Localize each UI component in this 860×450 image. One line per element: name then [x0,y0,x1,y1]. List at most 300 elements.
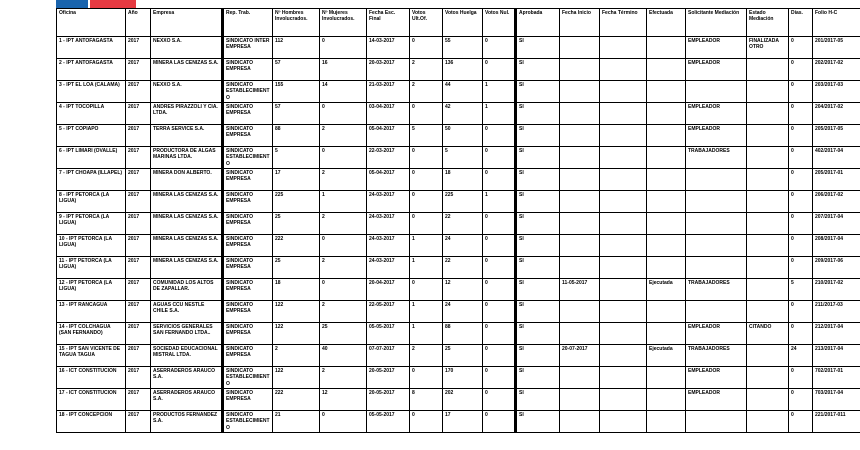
cell-rep_trab: SINDICATO ESTABLECIMIENTO [223,367,273,389]
cell-fecha_inicio [560,81,600,103]
report-table [56,8,860,433]
cell-votos_nul: 0 [483,367,516,389]
cell-oficina: 5 - IPT COPIAPO [57,125,126,147]
cell-mujeres: 0 [320,37,367,59]
cell-estado_mediacion [747,411,789,433]
cell-folio_hc: 210/2017-02 [813,279,860,301]
cell-oficina: 3 - IPT EL LOA (CALAMA) [57,81,126,103]
cell-estado_mediacion [747,103,789,125]
cell-fecha_inicio [560,147,600,169]
cell-oficina: 10 - IPT PETORCA (LA LIGUA) [57,235,126,257]
cell-efectuada [647,323,686,345]
cell-mujeres: 14 [320,81,367,103]
table-row [57,411,860,433]
cell-votos_ult_of: 1 [410,235,443,257]
table-row [57,345,860,367]
cell-votos_huelga: 50 [443,125,483,147]
cell-votos_ult_of: 0 [410,411,443,433]
cell-dias: 24 [789,345,813,367]
cell-folio_hc: 202/2017-02 [813,59,860,81]
cell-empresa: MINERA LAS CENIZAS S.A. [151,257,223,279]
cell-votos_nul: 0 [483,147,516,169]
cell-estado_mediacion [747,345,789,367]
cell-rep_trab: SINDICATO EMPRESA [223,103,273,125]
cell-efectuada [647,411,686,433]
cell-estado_mediacion [747,235,789,257]
column-header-folio_hc: Folio H-C [813,9,860,37]
cell-efectuada [647,147,686,169]
cell-fecha_inicio [560,257,600,279]
cell-ano: 2017 [126,169,151,191]
cell-efectuada [647,125,686,147]
cell-votos_ult_of: 8 [410,389,443,411]
cell-mujeres: 16 [320,59,367,81]
cell-votos_huelga: 225 [443,191,483,213]
cell-votos_ult_of: 0 [410,37,443,59]
cell-empresa: MINERA DON ALBERTO. [151,169,223,191]
cell-votos_huelga: 55 [443,37,483,59]
cell-efectuada [647,169,686,191]
cell-aprobada: SI [516,323,560,345]
cell-empresa: MINERA LAS CENIZAS S.A. [151,191,223,213]
cell-oficina: 17 - ICT CONSTITUCION [57,389,126,411]
column-header-oficina: Oficina [57,9,126,37]
column-header-efectuada: Efectuada [647,9,686,37]
cell-aprobada: SI [516,169,560,191]
cell-solicitante_mediacion: TRABAJADORES [686,147,747,169]
cell-efectuada [647,301,686,323]
logo-red-flag-block [90,0,136,8]
cell-fecha_esc_final: 22-03-2017 [367,147,410,169]
cell-mujeres: 12 [320,389,367,411]
cell-hombres: 122 [273,323,320,345]
cell-hombres: 122 [273,367,320,389]
cell-dias: 0 [789,147,813,169]
cell-fecha_termino [600,103,647,125]
cell-fecha_inicio: 11-05-2017 [560,279,600,301]
cell-aprobada: SI [516,81,560,103]
cell-dias: 0 [789,81,813,103]
cell-fecha_termino [600,147,647,169]
cell-votos_huelga: 24 [443,301,483,323]
cell-rep_trab: SINDICATO EMPRESA [223,389,273,411]
cell-solicitante_mediacion: TRABAJADORES [686,345,747,367]
cell-oficina: 15 - IPT SAN VICENTE DE TAGUA TAGUA [57,345,126,367]
column-header-fecha_esc_final: Fecha Esc. Final [367,9,410,37]
cell-estado_mediacion [747,81,789,103]
cell-folio_hc: 213/2017-04 [813,345,860,367]
cell-empresa: MINERA LAS CENIZAS S.A. [151,59,223,81]
column-header-hombres: Nº Hombres Involucrados. [273,9,320,37]
table-row [57,323,860,345]
cell-dias: 0 [789,213,813,235]
cell-solicitante_mediacion: EMPLEADOR [686,323,747,345]
cell-hombres: 21 [273,411,320,433]
cell-fecha_inicio [560,367,600,389]
cell-ano: 2017 [126,389,151,411]
cell-efectuada: Ejecutada [647,279,686,301]
column-header-ano: Año [126,9,151,37]
cell-hombres: 5 [273,147,320,169]
cell-fecha_inicio [560,59,600,81]
cell-votos_huelga: 202 [443,389,483,411]
cell-solicitante_mediacion [686,191,747,213]
cell-hombres: 25 [273,257,320,279]
cell-votos_nul: 0 [483,125,516,147]
cell-fecha_inicio [560,125,600,147]
cell-votos_huelga: 88 [443,323,483,345]
column-header-fecha_inicio: Fecha Inicio [560,9,600,37]
cell-dias: 0 [789,389,813,411]
cell-hombres: 88 [273,125,320,147]
cell-fecha_termino [600,59,647,81]
cell-mujeres: 0 [320,103,367,125]
cell-votos_nul: 1 [483,81,516,103]
cell-votos_nul: 0 [483,279,516,301]
cell-fecha_esc_final: 24-03-2017 [367,235,410,257]
cell-solicitante_mediacion: EMPLEADOR [686,103,747,125]
cell-empresa: MINERA LAS CENIZAS S.A. [151,235,223,257]
cell-fecha_termino [600,213,647,235]
cell-oficina: 8 - IPT PETORCA (LA LIGUA) [57,191,126,213]
cell-ano: 2017 [126,37,151,59]
cell-mujeres: 0 [320,147,367,169]
cell-votos_huelga: 22 [443,213,483,235]
cell-dias: 0 [789,125,813,147]
cell-aprobada: SI [516,147,560,169]
cell-rep_trab: SINDICATO INTER EMPRESA [223,37,273,59]
cell-votos_ult_of: 0 [410,147,443,169]
header-row [57,9,860,37]
cell-oficina: 16 - ICT CONSTITUCION [57,367,126,389]
cell-votos_huelga: 44 [443,81,483,103]
cell-solicitante_mediacion [686,213,747,235]
cell-solicitante_mediacion: EMPLEADOR [686,59,747,81]
cell-dias: 0 [789,301,813,323]
cell-votos_huelga: 25 [443,345,483,367]
cell-votos_ult_of: 1 [410,301,443,323]
cell-rep_trab: SINDICATO ESTABLECIMIENTO [223,147,273,169]
cell-oficina: 1 - IPT ANTOFAGASTA [57,37,126,59]
table-row [57,367,860,389]
cell-aprobada: SI [516,125,560,147]
cell-solicitante_mediacion [686,235,747,257]
cell-mujeres: 2 [320,125,367,147]
cell-folio_hc: 206/2017-02 [813,191,860,213]
cell-ano: 2017 [126,59,151,81]
cell-votos_ult_of: 2 [410,59,443,81]
cell-votos_nul: 0 [483,301,516,323]
cell-ano: 2017 [126,213,151,235]
cell-oficina: 9 - IPT PETORCA (LA LIGUA) [57,213,126,235]
cell-ano: 2017 [126,411,151,433]
table-row [57,37,860,59]
cell-votos_nul: 0 [483,389,516,411]
cell-dias: 0 [789,257,813,279]
cell-ano: 2017 [126,125,151,147]
cell-votos_nul: 1 [483,191,516,213]
cell-votos_ult_of: 0 [410,169,443,191]
cell-fecha_esc_final: 03-04-2017 [367,103,410,125]
cell-mujeres: 1 [320,191,367,213]
cell-folio_hc: 402/2017-04 [813,147,860,169]
cell-mujeres: 0 [320,235,367,257]
cell-votos_huelga: 42 [443,103,483,125]
column-header-aprobada: Aprobada [516,9,560,37]
cell-efectuada [647,81,686,103]
cell-dias: 0 [789,323,813,345]
column-header-rep_trab: Rep. Trab. [223,9,273,37]
table-row [57,169,860,191]
cell-rep_trab: SINDICATO EMPRESA [223,323,273,345]
cell-estado_mediacion [747,257,789,279]
cell-aprobada: SI [516,279,560,301]
cell-fecha_termino [600,257,647,279]
cell-estado_mediacion [747,191,789,213]
cell-aprobada: SI [516,213,560,235]
cell-ano: 2017 [126,367,151,389]
cell-aprobada: SI [516,235,560,257]
cell-votos_ult_of: 0 [410,103,443,125]
cell-fecha_termino [600,191,647,213]
cell-empresa: PRODUCTORA DE ALGAS MARINAS LTDA. [151,147,223,169]
table-row [57,389,860,411]
cell-hombres: 17 [273,169,320,191]
cell-efectuada [647,235,686,257]
table-row [57,147,860,169]
cell-fecha_esc_final: 24-03-2017 [367,191,410,213]
report-table-body [57,37,860,433]
cell-hombres: 112 [273,37,320,59]
cell-fecha_termino [600,367,647,389]
cell-fecha_esc_final: 24-03-2017 [367,213,410,235]
cell-fecha_termino [600,81,647,103]
cell-hombres: 222 [273,389,320,411]
cell-dias: 0 [789,191,813,213]
cell-solicitante_mediacion [686,411,747,433]
cell-aprobada: SI [516,59,560,81]
cell-votos_ult_of: 2 [410,345,443,367]
cell-ano: 2017 [126,257,151,279]
cell-empresa: ASERRADEROS ARAUCO S.A. [151,389,223,411]
cell-fecha_termino [600,279,647,301]
cell-votos_huelga: 24 [443,235,483,257]
cell-rep_trab: SINDICATO EMPRESA [223,301,273,323]
cell-votos_nul: 0 [483,169,516,191]
cell-votos_ult_of: 1 [410,323,443,345]
cell-empresa: ASERRADEROS ARAUCO S.A. [151,367,223,389]
cell-fecha_termino [600,125,647,147]
cell-aprobada: SI [516,301,560,323]
cell-votos_huelga: 22 [443,257,483,279]
table-row [57,213,860,235]
cell-rep_trab: SINDICATO EMPRESA [223,213,273,235]
cell-mujeres: 0 [320,411,367,433]
cell-folio_hc: 212/2017-04 [813,323,860,345]
cell-solicitante_mediacion [686,257,747,279]
cell-aprobada: SI [516,103,560,125]
cell-efectuada [647,257,686,279]
column-header-solicitante_mediacion: Solicitante Mediación [686,9,747,37]
cell-hombres: 18 [273,279,320,301]
cell-fecha_esc_final: 07-07-2017 [367,345,410,367]
cell-votos_nul: 0 [483,411,516,433]
cell-rep_trab: SINDICATO EMPRESA [223,279,273,301]
cell-estado_mediacion [747,147,789,169]
cell-folio_hc: 702/2017-01 [813,367,860,389]
cell-rep_trab: SINDICATO EMPRESA [223,59,273,81]
table-row [57,125,860,147]
cell-fecha_inicio [560,169,600,191]
cell-fecha_termino [600,169,647,191]
cell-dias: 0 [789,103,813,125]
cell-mujeres: 40 [320,345,367,367]
cell-empresa: AGUAS CCU NESTLE CHILE S.A. [151,301,223,323]
cell-folio_hc: 203/2017-03 [813,81,860,103]
cell-estado_mediacion [747,389,789,411]
cell-votos_nul: 0 [483,257,516,279]
cell-ano: 2017 [126,323,151,345]
cell-dias: 0 [789,169,813,191]
report-table-header [57,9,860,37]
cell-ano: 2017 [126,279,151,301]
cell-rep_trab: SINDICATO EMPRESA [223,257,273,279]
cell-fecha_inicio [560,301,600,323]
table-row [57,279,860,301]
cell-folio_hc: 205/2017-01 [813,169,860,191]
cell-dias: 0 [789,411,813,433]
cell-empresa: NEXXO S.A. [151,37,223,59]
cell-estado_mediacion: CITANDO [747,323,789,345]
cell-fecha_esc_final: 20-03-2017 [367,59,410,81]
cell-votos_nul: 0 [483,235,516,257]
cell-ano: 2017 [126,103,151,125]
cell-efectuada [647,213,686,235]
cell-hombres: 57 [273,59,320,81]
cell-solicitante_mediacion: EMPLEADOR [686,389,747,411]
cell-fecha_esc_final: 24-03-2017 [367,257,410,279]
cell-mujeres: 2 [320,213,367,235]
cell-fecha_esc_final: 20-05-2017 [367,389,410,411]
cell-oficina: 11 - IPT PETORCA (LA LIGUA) [57,257,126,279]
cell-fecha_inicio [560,323,600,345]
table-row [57,81,860,103]
cell-aprobada: SI [516,37,560,59]
cell-fecha_inicio [560,103,600,125]
table-row [57,301,860,323]
cell-votos_huelga: 170 [443,367,483,389]
logo-blue-flag-block [56,0,88,8]
cell-folio_hc: 205/2017-05 [813,125,860,147]
cell-hombres: 122 [273,301,320,323]
cell-votos_ult_of: 2 [410,81,443,103]
cell-fecha_inicio [560,411,600,433]
cell-oficina: 2 - IPT ANTOFAGASTA [57,59,126,81]
cell-empresa: PRODUCTOS FERNANDEZ S.A. [151,411,223,433]
cell-empresa: SOCIEDAD EDUCACIONAL MISTRAL LTDA. [151,345,223,367]
column-header-empresa: Empresa [151,9,223,37]
cell-rep_trab: SINDICATO EMPRESA [223,345,273,367]
cell-solicitante_mediacion: EMPLEADOR [686,37,747,59]
table-row [57,59,860,81]
cell-fecha_termino [600,389,647,411]
cell-efectuada [647,103,686,125]
cell-oficina: 6 - IPT LIMARI (OVALLE) [57,147,126,169]
cell-votos_ult_of: 0 [410,213,443,235]
cell-folio_hc: 204/2017-02 [813,103,860,125]
cell-rep_trab: SINDICATO ESTABLECIMIENTO [223,411,273,433]
cell-votos_ult_of: 1 [410,257,443,279]
cell-votos_nul: 0 [483,37,516,59]
column-header-mujeres: Nº Mujeres Involucrados. [320,9,367,37]
cell-empresa: TERRA SERVICE S.A. [151,125,223,147]
cell-fecha_termino [600,235,647,257]
table-row [57,103,860,125]
cell-oficina: 7 - IPT CHOAPA (ILLAPEL) [57,169,126,191]
column-header-votos_nul: Votos Nul. [483,9,516,37]
cell-hombres: 155 [273,81,320,103]
cell-aprobada: SI [516,411,560,433]
cell-estado_mediacion [747,169,789,191]
table-row [57,257,860,279]
cell-folio_hc: 211/2017-03 [813,301,860,323]
cell-solicitante_mediacion [686,81,747,103]
cell-estado_mediacion [747,279,789,301]
cell-votos_nul: 0 [483,345,516,367]
cell-fecha_termino [600,411,647,433]
cell-hombres: 25 [273,213,320,235]
cell-folio_hc: 209/2017-06 [813,257,860,279]
cell-efectuada [647,367,686,389]
cell-efectuada [647,191,686,213]
cell-votos_ult_of: 0 [410,279,443,301]
cell-mujeres: 2 [320,301,367,323]
cell-fecha_termino [600,37,647,59]
cell-votos_huelga: 5 [443,147,483,169]
cell-votos_ult_of: 0 [410,191,443,213]
cell-efectuada [647,59,686,81]
cell-solicitante_mediacion [686,301,747,323]
cell-hombres: 225 [273,191,320,213]
cell-efectuada [647,389,686,411]
cell-fecha_esc_final: 22-05-2017 [367,301,410,323]
cell-oficina: 18 - IPT CONCEPCION [57,411,126,433]
cell-ano: 2017 [126,191,151,213]
cell-fecha_inicio: 20-07-2017 [560,345,600,367]
cell-folio_hc: 703/2017-04 [813,389,860,411]
cell-fecha_esc_final: 05-04-2017 [367,169,410,191]
cell-empresa: MINERA LAS CENIZAS S.A. [151,213,223,235]
cell-dias: 0 [789,59,813,81]
cell-aprobada: SI [516,345,560,367]
cell-ano: 2017 [126,345,151,367]
cell-estado_mediacion [747,367,789,389]
column-header-votos_ult_of: Votos Ult.Of. [410,9,443,37]
cell-oficina: 13 - IPT RANCAGUA [57,301,126,323]
cell-efectuada: Ejecutada [647,345,686,367]
cell-mujeres: 2 [320,257,367,279]
cell-solicitante_mediacion: EMPLEADOR [686,367,747,389]
cell-fecha_termino [600,345,647,367]
cell-hombres: 2 [273,345,320,367]
cell-votos_ult_of: 5 [410,125,443,147]
cell-votos_huelga: 17 [443,411,483,433]
cell-votos_nul: 1 [483,103,516,125]
cell-ano: 2017 [126,301,151,323]
column-header-votos_huelga: Votos Huelga [443,9,483,37]
cell-fecha_esc_final: 14-03-2017 [367,37,410,59]
cell-fecha_esc_final: 20-05-2017 [367,367,410,389]
